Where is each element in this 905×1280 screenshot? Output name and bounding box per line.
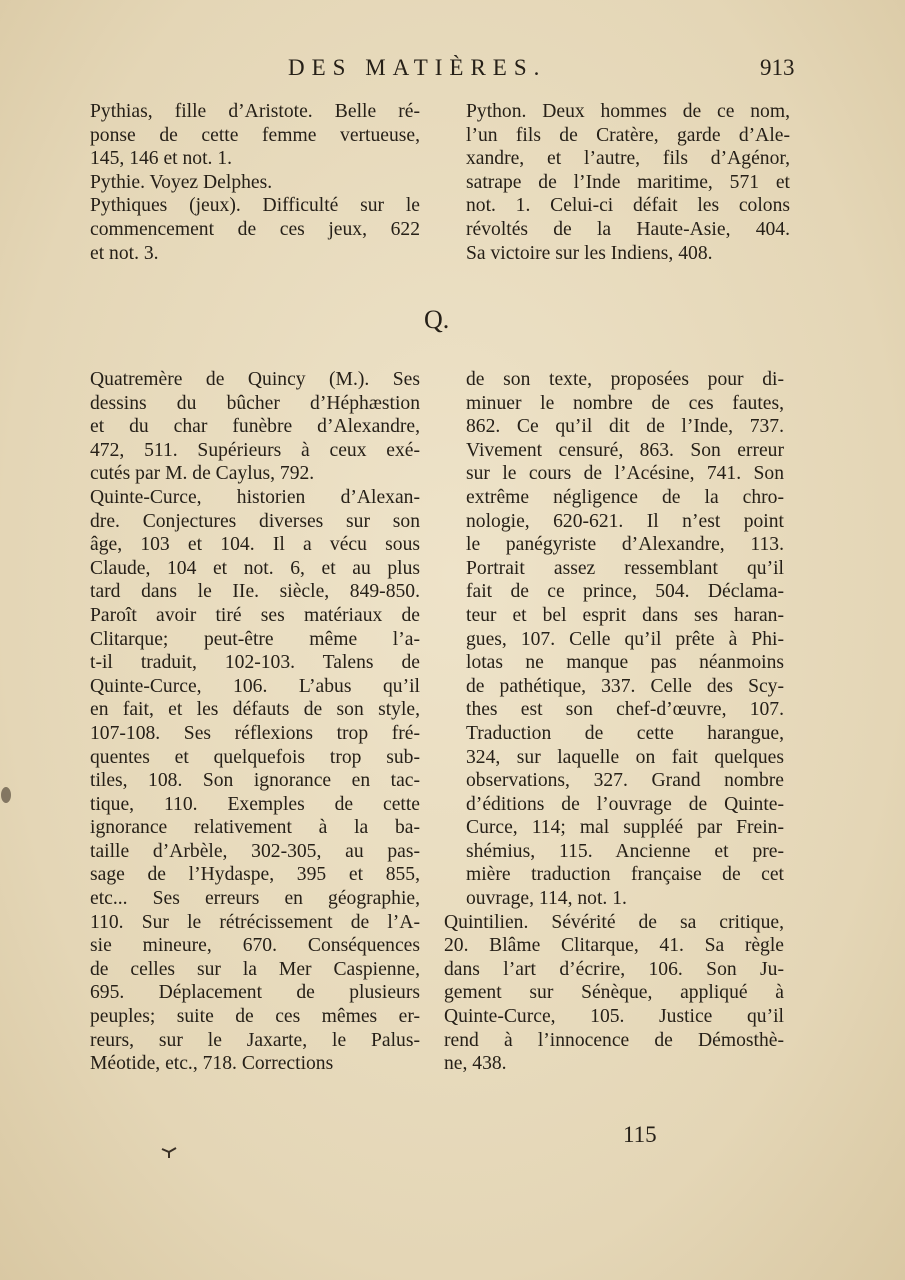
entry-line: Paroît avoir tiré ses matériaux de	[90, 604, 420, 626]
entry-line: de son texte, proposées pour di-	[466, 369, 784, 390]
entry-line: de pathétique, 337. Celle des Scy-	[466, 675, 784, 697]
ink-stain-icon	[0, 785, 14, 805]
index-entry	[466, 100, 790, 265]
entry-line: Quintilien. Sévérité de sa critique,	[444, 911, 784, 933]
entry-line: Quinte-Curce, 105. Justice qu’il	[444, 1006, 784, 1028]
entry-line: ponse de cette femme vertueuse,	[90, 124, 420, 146]
index-entry	[444, 911, 784, 1076]
ink-mark-icon	[160, 1145, 178, 1159]
entry-line: 107-108. Ses réflexions trop fré-	[90, 722, 420, 744]
entry-line: révoltés de la Haute-Asie, 404.	[466, 218, 790, 240]
entry-line: le panégyriste d’Alexandre, 113.	[466, 534, 784, 556]
entry-line: lotas ne manque pas néanmoins	[466, 652, 784, 674]
entry-line: Vivement censuré, 863. Son erreur	[466, 439, 784, 461]
page-number: 913	[760, 55, 795, 80]
entry-line: 862. Ce qu’il dit de l’Inde, 737.	[466, 416, 784, 438]
entry-line: teur et bel esprit dans ses haran-	[466, 604, 784, 626]
entry-line: Clitarque; peut-être même l’a-	[90, 628, 420, 650]
entry-line: observations, 327. Grand nombre	[466, 770, 784, 792]
entry-line: en fait, et les défauts de son style,	[90, 699, 420, 721]
main-right-column	[444, 368, 784, 1076]
entry-line: satrape de l’Inde maritime, 571 et	[466, 171, 790, 193]
signature-mark: 115	[623, 1122, 657, 1147]
top-left-column	[90, 100, 420, 265]
entry-line: mière traduction française de cet	[466, 864, 784, 886]
entry-line: Traduction de cette harangue,	[466, 722, 784, 744]
entry-line: not. 1. Celui-ci défait les colons	[466, 195, 790, 217]
entry-line: sage de l’Hydaspe, 395 et 855,	[90, 864, 420, 886]
entry-line: gement sur Sénèque, appliqué à	[444, 982, 784, 1004]
entry-line: quentes et quelquefois trop sub-	[90, 746, 420, 768]
entry-line: rend à l’innocence de Démosthè-	[444, 1029, 784, 1051]
entry-line: ouvrage, 114, not. 1.	[466, 888, 627, 910]
index-entry	[90, 194, 420, 265]
entry-line: âge, 103 et 104. Il a vécu sous	[90, 534, 420, 556]
entry-line: dans l’art d’écrire, 106. Son Ju-	[444, 958, 784, 980]
entry-line: reurs, sur le Jaxarte, le Palus-	[90, 1029, 420, 1051]
entry-line: shémius, 115. Ancienne et pre-	[466, 840, 784, 862]
entry-line: dessins du bûcher d’Héphæstion	[90, 392, 420, 414]
entry-line: sie mineure, 670. Conséquences	[90, 935, 420, 957]
entry-line: tiles, 108. Son ignorance en tac-	[90, 770, 420, 792]
entry-line: de celles sur la Mer Caspienne,	[90, 958, 420, 980]
entry-line: Sa victoire sur les Indiens, 408.	[466, 242, 713, 264]
entry-line: thes est son chef-d’œuvre, 107.	[466, 699, 784, 721]
entry-line: extrême négligence de la chro-	[466, 486, 784, 508]
entry-line: xandre, et l’autre, fils d’Agénor,	[466, 148, 790, 170]
main-left-column	[90, 368, 420, 1076]
entry-line: 145, 146 et not. 1.	[90, 148, 233, 170]
index-entry	[90, 100, 420, 171]
entry-line: et not. 3.	[90, 242, 159, 264]
header-title: DES MATIÈRES.	[288, 55, 547, 80]
entry-line: Curce, 114; mal suppléé par Frein-	[466, 817, 784, 839]
entry-line: cutés par M. de Caylus, 792.	[90, 463, 315, 485]
entry-line: Méotide, etc., 718. Corrections	[90, 1053, 334, 1075]
entry-line: nologie, 620-621. Il n’est point	[466, 510, 784, 532]
entry-line: dre. Conjectures diverses sur son	[90, 510, 420, 532]
entry-line: 472, 511. Supérieurs à ceux exé-	[90, 439, 420, 461]
entry-line: 324, sur laquelle on fait quelques	[466, 746, 784, 768]
entry-line: commencement de ces jeux, 622	[90, 218, 420, 240]
entry-line: d’éditions de l’ouvrage de Quinte-	[466, 793, 784, 815]
entry-line: Portrait assez ressemblant qu’il	[466, 557, 784, 579]
index-entry	[90, 368, 420, 486]
entry-line: Claude, 104 et not. 6, et au plus	[90, 557, 420, 579]
entry-line: Pythias, fille d’Aristote. Belle ré-	[90, 101, 420, 122]
running-header	[0, 55, 905, 85]
entry-line: Python. Deux hommes de ce nom,	[466, 101, 790, 122]
index-entry	[444, 368, 784, 911]
entry-line: tard dans le IIe. siècle, 849-850.	[90, 581, 420, 603]
entry-line: sur le cours de l’Acésine, 741. Son	[466, 463, 784, 485]
entry-line: 110. Sur le rétrécissement de l’A-	[90, 911, 420, 933]
entry-line: ne, 438.	[444, 1053, 507, 1075]
entry-line: t-il traduit, 102-103. Talens de	[90, 652, 420, 674]
entry-line: 695. Déplacement de plusieurs	[90, 982, 420, 1004]
entry-line: 20. Blâme Clitarque, 41. Sa règle	[444, 935, 784, 957]
index-entry	[90, 486, 420, 1076]
entry-line: Pythie. Voyez Delphes.	[90, 171, 273, 193]
index-entry	[90, 171, 420, 195]
section-letter: Q.	[424, 305, 450, 334]
entry-line: fait de ce prince, 504. Déclama-	[466, 581, 784, 603]
entry-line: Pythiques (jeux). Difficulté sur le	[90, 195, 420, 217]
entry-line: Quatremère de Quincy (M.). Ses	[90, 369, 420, 390]
entry-line: Quinte-Curce, 106. L’abus qu’il	[90, 675, 420, 697]
entry-line: tique, 110. Exemples de cette	[90, 793, 420, 815]
entry-line: l’un fils de Cratère, garde d’Ale-	[466, 124, 790, 146]
entry-line: taille d’Arbèle, 302-305, au pas-	[90, 840, 420, 862]
entry-line: et du char funèbre d’Alexandre,	[90, 416, 420, 438]
entry-line: minuer le nombre de ces fautes,	[466, 392, 784, 414]
entry-line: Quinte-Curce, historien d’Alexan-	[90, 486, 420, 508]
entry-line: etc... Ses erreurs en géographie,	[90, 888, 420, 910]
entry-line: gues, 107. Celle qu’il prête à Phi-	[466, 628, 784, 650]
top-right-column	[466, 100, 790, 265]
entry-line: peuples; suite de ces mêmes er-	[90, 1006, 420, 1028]
entry-line: ignorance relativement à la ba-	[90, 817, 420, 839]
